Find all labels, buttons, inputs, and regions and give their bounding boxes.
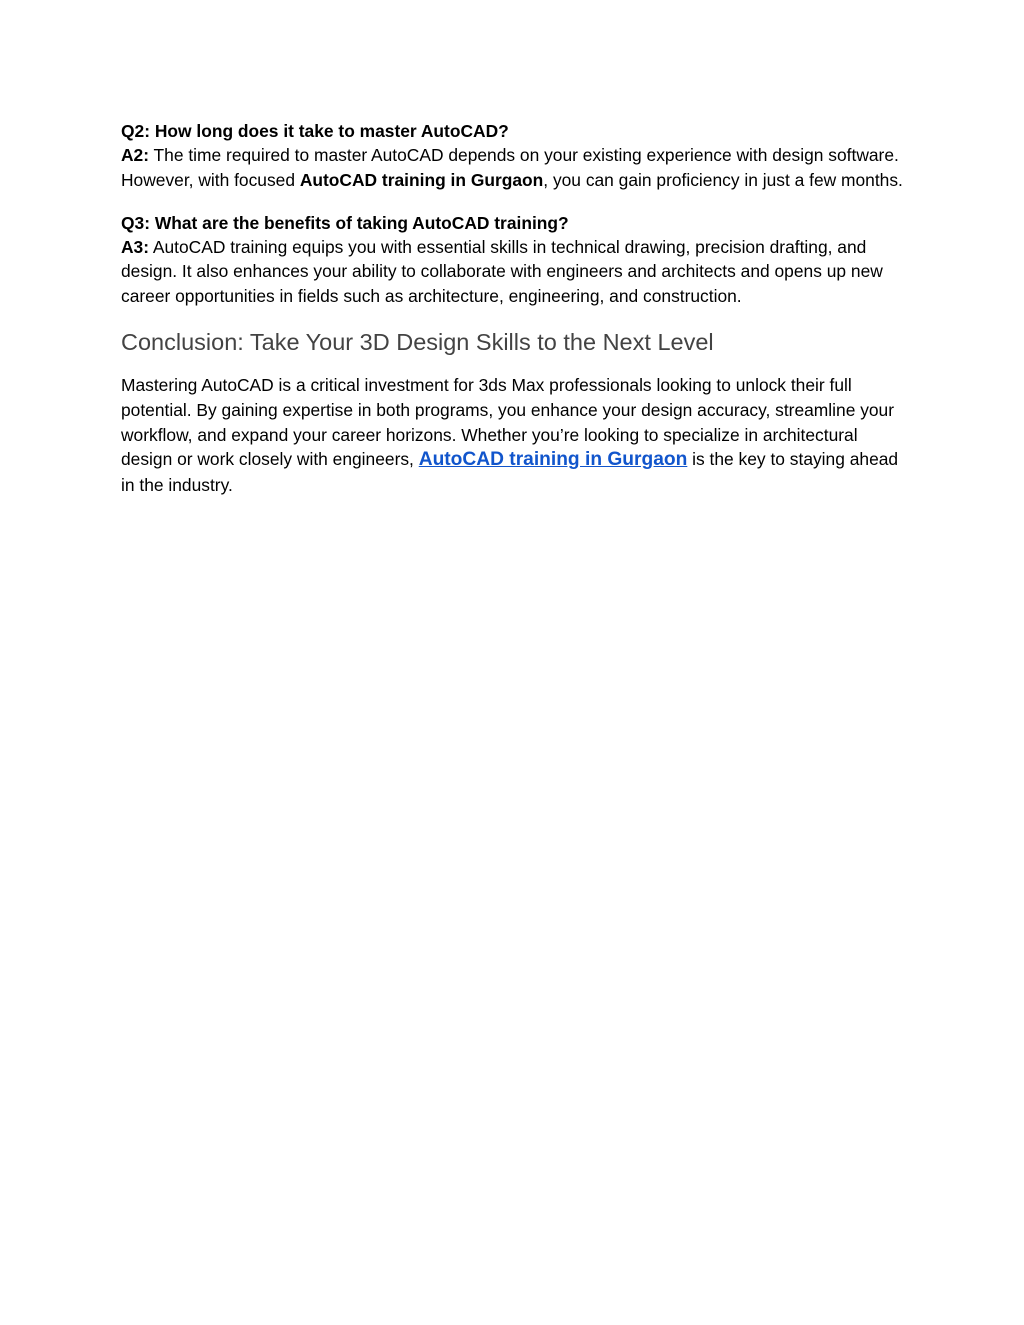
faq-answer-label: A2: [121, 145, 150, 166]
conclusion-text: Mastering AutoCAD is a critical investment for 3ds Max professionals looking to unlock their full potential. By gaining expertise in both programs, you enhance your design accuracy, streamline your workflow, and expand your career horizons. Whether you’re looking to specialize in architectural design or work closely with engineers, [121, 375, 895, 470]
document-page [121, 119, 911, 498]
faq-answer [121, 237, 883, 306]
faq-answer-text-end: , you can gain proficiency in just a few months. [543, 169, 903, 190]
faq-question: Q2: How long does it take to master AutoCAD? [121, 121, 509, 141]
autocad-training-link[interactable]: AutoCAD training in Gurgaon [418, 449, 688, 471]
conclusion-paragraph [121, 373, 911, 498]
faq-item-q3 [121, 211, 911, 308]
conclusion-heading: Conclusion: Take Your 3D Design Skills to the Next Level [121, 329, 714, 356]
faq-answer [121, 145, 903, 189]
faq-answer-text: AutoCAD training equips you with essential skills in technical drawing, precision drafting, and design. It also enhances your ability to collaborate with engineers and architects and opens up new career opportunities in fields such as architecture, engineering, and construction. [121, 237, 883, 306]
faq-answer-emphasis: AutoCAD training in Gurgaon [299, 169, 544, 190]
faq-question: Q3: What are the benefits of taking AutoCAD training? [121, 212, 569, 233]
faq-answer-label: A3: [121, 237, 150, 258]
faq-item-q2 [121, 119, 911, 192]
conclusion-text-end: is the key to staying ahead in the industry. [121, 449, 899, 496]
faq-answer-text: The time required to master AutoCAD depends on your existing experience with design software. However, with focused [121, 145, 899, 190]
